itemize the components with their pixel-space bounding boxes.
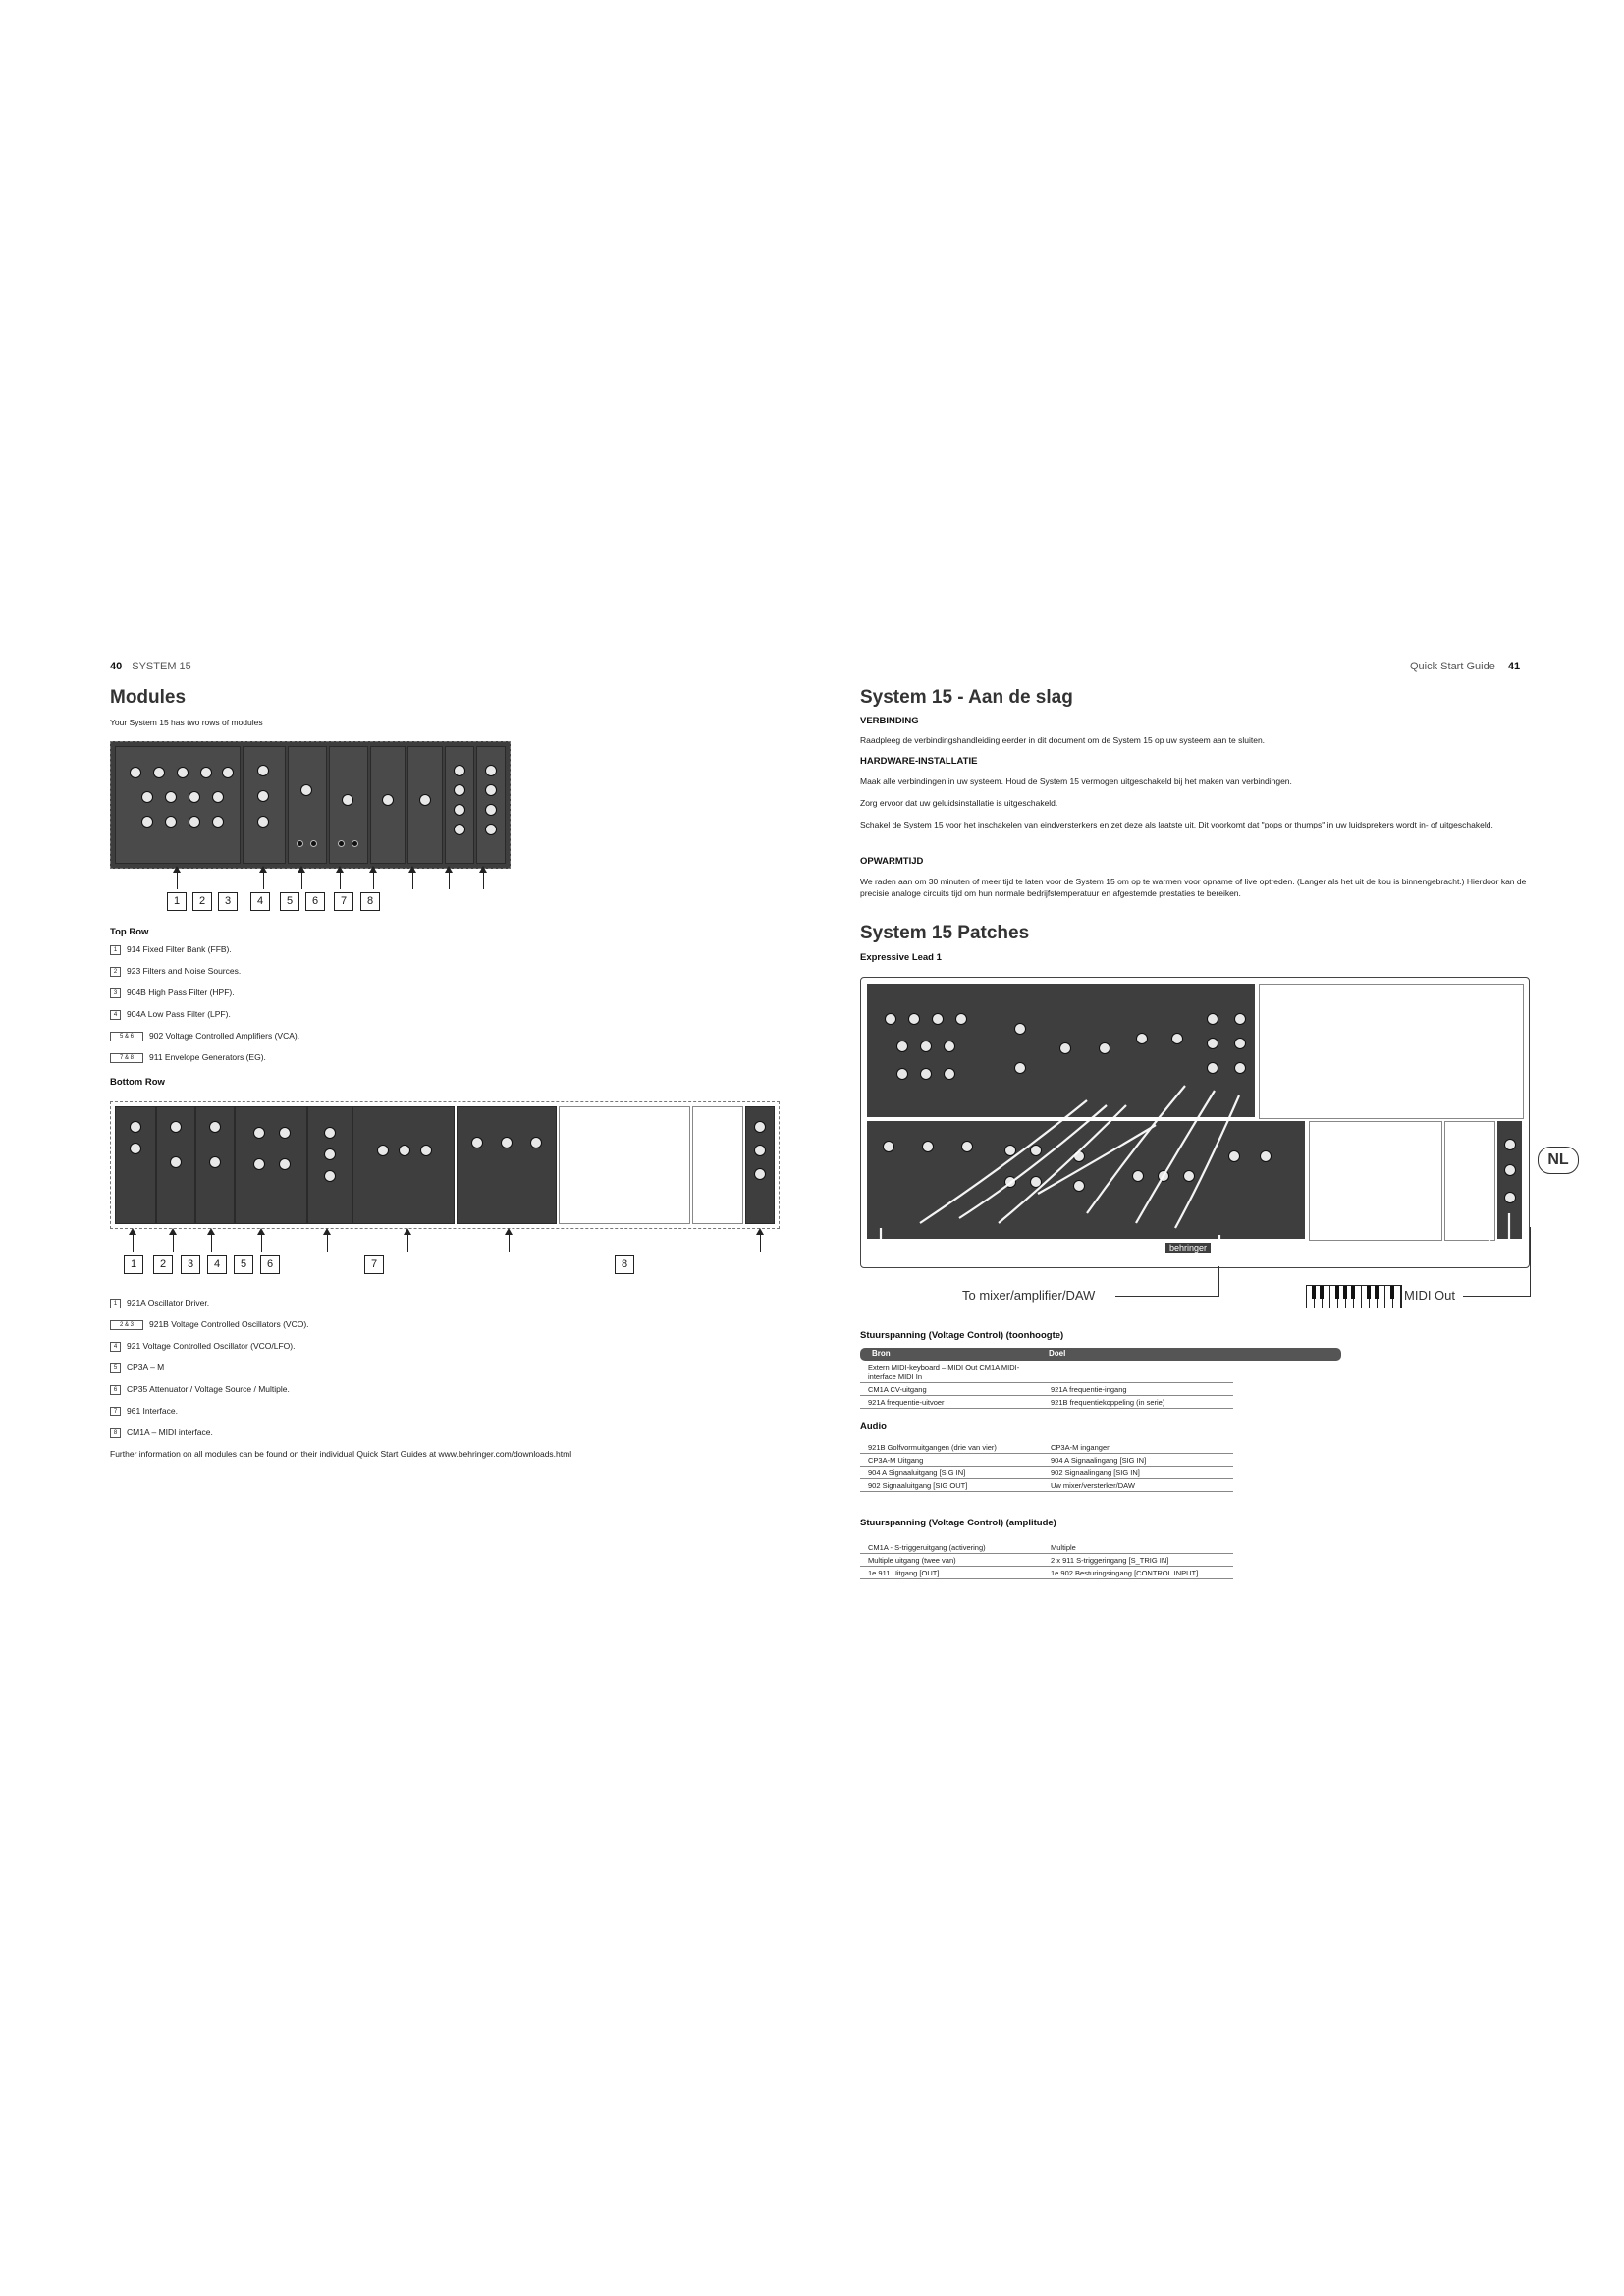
top-number-2: 2: [192, 892, 212, 911]
right-running-head: Quick Start Guide: [1410, 661, 1495, 672]
module-921a: [115, 1106, 156, 1224]
table1-heading: Stuurspanning (Voltage Control) (toonhoogte): [860, 1330, 1064, 1341]
bottom-row-module-image: [110, 1101, 780, 1229]
table2-heading: Audio: [860, 1421, 887, 1432]
aan-de-slag-title: System 15 - Aan de slag: [860, 687, 1073, 708]
table-row: Extern MIDI-keyboard – MIDI Out CM1A MIDI-interface MIDI In: [860, 1362, 1233, 1383]
top-number-8: 8: [360, 892, 380, 911]
bottom-row-item: 7 961 Interface.: [110, 1406, 178, 1416]
table-row: CM1A - S-triggeruitgang (activering) Multiple: [860, 1541, 1233, 1554]
left-page-number: 40: [110, 661, 123, 672]
module-923: [243, 746, 286, 864]
section-paragraph: We raden aan om 30 minuten of meer tijd te laten voor de System 15 om op te warmen voor opname of live optreden. (Langer als het uit de kou is binnengebracht.) Hierdoor kan de precisie analoge circuits tijd om hun normale bedrijfstemperatuur en afgestemde prestaties te bereiken.: [860, 877, 1527, 898]
table-header-bar: [860, 1348, 1341, 1361]
table-row: Multiple uitgang (twee van) 2 x 911 S-triggeringang [S_TRIG IN]: [860, 1554, 1233, 1567]
modules-title: Modules: [110, 687, 187, 708]
bottom-number-2: 2: [153, 1255, 173, 1274]
bottom-arrow-5: [327, 1234, 328, 1252]
top-row-heading: Top Row: [110, 927, 149, 937]
midi-out-label: MIDI Out: [1404, 1288, 1456, 1303]
top-arrow-8: [483, 872, 484, 889]
top-number-4: 4: [250, 892, 270, 911]
top-arrow-4: [340, 872, 341, 889]
col-doel: Doel: [1049, 1349, 1066, 1358]
top-number-5: 5: [280, 892, 299, 911]
top-arrow-5: [373, 872, 374, 889]
module-904b: [288, 746, 327, 864]
bottom-number-3: 3: [181, 1255, 200, 1274]
module-904a: [329, 746, 368, 864]
section-heading: OPWARMTIJD: [860, 856, 924, 867]
module-914: [115, 746, 241, 864]
module-cm1a: [745, 1106, 775, 1224]
patch-cables: [861, 978, 1529, 1267]
bottom-row-item: 1 921A Oscillator Driver.: [110, 1298, 209, 1308]
bottom-arrow-6: [407, 1234, 408, 1252]
top-row-module-image: [110, 741, 511, 869]
bottom-row-item: 5 CP3A – M: [110, 1362, 164, 1373]
brand-logo: behringer: [1165, 1243, 1211, 1253]
top-number-6: 6: [305, 892, 325, 911]
bottom-arrow-1: [133, 1234, 134, 1252]
module-cp35: [352, 1106, 455, 1224]
table-row: 921B Golfvormuitgangen (drie van vier) CP3A-M ingangen: [860, 1441, 1233, 1454]
top-arrow-1: [177, 872, 178, 889]
bottom-arrow-3: [211, 1234, 212, 1252]
top-arrow-6: [412, 872, 413, 889]
top-row-item: 4 904A Low Pass Filter (LPF).: [110, 1009, 231, 1020]
midi-out-riser: [1530, 1227, 1531, 1297]
patches-title: System 15 Patches: [860, 923, 1030, 943]
module-902-a: [370, 746, 406, 864]
bottom-number-1: 1: [124, 1255, 143, 1274]
module-961: [457, 1106, 557, 1224]
patch-name: Expressive Lead 1: [860, 952, 942, 963]
left-page-header: [110, 661, 191, 672]
section-paragraph: Maak alle verbindingen in uw systeem. Houd de System 15 vermogen uitgeschakeld bij het maken van verbindingen.: [860, 776, 1292, 786]
bottom-arrow-8: [760, 1234, 761, 1252]
bottom-arrow-7: [509, 1234, 510, 1252]
bottom-number-8: 8: [615, 1255, 634, 1274]
bottom-number-4: 4: [207, 1255, 227, 1274]
top-arrow-2: [263, 872, 264, 889]
bottom-row-item: 2 & 3 921B Voltage Controlled Oscillators (VCO).: [110, 1319, 309, 1330]
modules-intro: Your System 15 has two rows of modules: [110, 718, 263, 727]
top-row-item: 7 & 8 911 Envelope Generators (EG).: [110, 1052, 266, 1063]
module-911-a: [445, 746, 474, 864]
table-row: 902 Signaaluitgang [SIG OUT] Uw mixer/versterker/DAW: [860, 1479, 1233, 1492]
left-running-head: SYSTEM 15: [132, 661, 191, 672]
table-row: 904 A Signaaluitgang [SIG IN] 902 Signaalingang [SIG IN]: [860, 1467, 1233, 1479]
table-row: CM1A CV-uitgang 921A frequentie-ingang: [860, 1383, 1233, 1396]
table-row: CP3A-M Uitgang 904 A Signaalingang [SIG IN]: [860, 1454, 1233, 1467]
table-audio: [860, 1441, 1233, 1492]
section-heading: VERBINDING: [860, 716, 919, 726]
top-row-item: 3 904B High Pass Filter (HPF).: [110, 988, 235, 998]
table-row: 1e 911 Uitgang [OUT] 1e 902 Besturingsingang [CONTROL INPUT]: [860, 1567, 1233, 1579]
section-paragraph: Schakel de System 15 voor het inschakelen van eindversterkers en zet deze als laatste uit. Dit voorkomt dat "pops or thumps" in uw luidsprekers wordt in- of uitgeschakeld.: [860, 820, 1493, 829]
bottom-arrow-4: [261, 1234, 262, 1252]
bottom-number-5: 5: [234, 1255, 253, 1274]
top-arrow-7: [449, 872, 450, 889]
blank-panel-a: [559, 1106, 690, 1224]
blank-panel-b: [692, 1106, 743, 1224]
bottom-row-item: 4 921 Voltage Controlled Oscillator (VCO/LFO).: [110, 1341, 296, 1352]
bottom-row-item: 8 CM1A – MIDI interface.: [110, 1427, 213, 1438]
top-number-1: 1: [167, 892, 187, 911]
module-cp3a-m: [307, 1106, 352, 1224]
table3-heading: Stuurspanning (Voltage Control) (amplitude): [860, 1518, 1056, 1528]
module-911-b: [476, 746, 506, 864]
module-921: [235, 1106, 307, 1224]
midi-out-line: [1463, 1296, 1530, 1297]
bottom-row-item: 6 CP35 Attenuator / Voltage Source / Multiple.: [110, 1384, 290, 1395]
to-mixer-riser: [1218, 1266, 1219, 1297]
section-heading: HARDWARE-INSTALLATIE: [860, 756, 978, 767]
patch-diagram: [860, 977, 1530, 1268]
module-921b-b: [195, 1106, 235, 1224]
module-921b-a: [156, 1106, 195, 1224]
language-tab: NL: [1538, 1147, 1579, 1174]
section-paragraph: Zorg ervoor dat uw geluidsinstallatie is uitgeschakeld.: [860, 798, 1058, 808]
top-arrow-3: [301, 872, 302, 889]
col-bron: Bron: [872, 1349, 891, 1358]
table-amplitude-cv: [860, 1541, 1233, 1579]
to-mixer-label: To mixer/amplifier/DAW: [962, 1288, 1096, 1303]
bottom-arrow-2: [173, 1234, 174, 1252]
top-row-item: 1 914 Fixed Filter Bank (FFB).: [110, 944, 232, 955]
table-pitch-cv: [860, 1362, 1233, 1409]
bottom-number-6: 6: [260, 1255, 280, 1274]
to-mixer-line: [1115, 1296, 1218, 1297]
module-902-b: [407, 746, 443, 864]
right-page-number: 41: [1507, 661, 1521, 672]
keyboard-icon: [1306, 1285, 1402, 1308]
top-number-7: 7: [334, 892, 353, 911]
table-row: 921A frequentie-uitvoer 921B frequentiekoppeling (in serie): [860, 1396, 1233, 1409]
top-row-item: 5 & 6 902 Voltage Controlled Amplifiers (VCA).: [110, 1031, 299, 1041]
right-page-header: [1410, 661, 1520, 672]
top-row-item: 2 923 Filters and Noise Sources.: [110, 966, 241, 977]
bottom-row-heading: Bottom Row: [110, 1077, 165, 1088]
top-number-3: 3: [218, 892, 238, 911]
further-info: Further information on all modules can be found on their individual Quick Start Guides at www.behringer.com/downloads.html: [110, 1449, 572, 1459]
bottom-number-7: 7: [364, 1255, 384, 1274]
section-paragraph: Raadpleeg de verbindingshandleiding eerder in dit document om de System 15 op uw systeem aan te sluiten.: [860, 735, 1266, 745]
